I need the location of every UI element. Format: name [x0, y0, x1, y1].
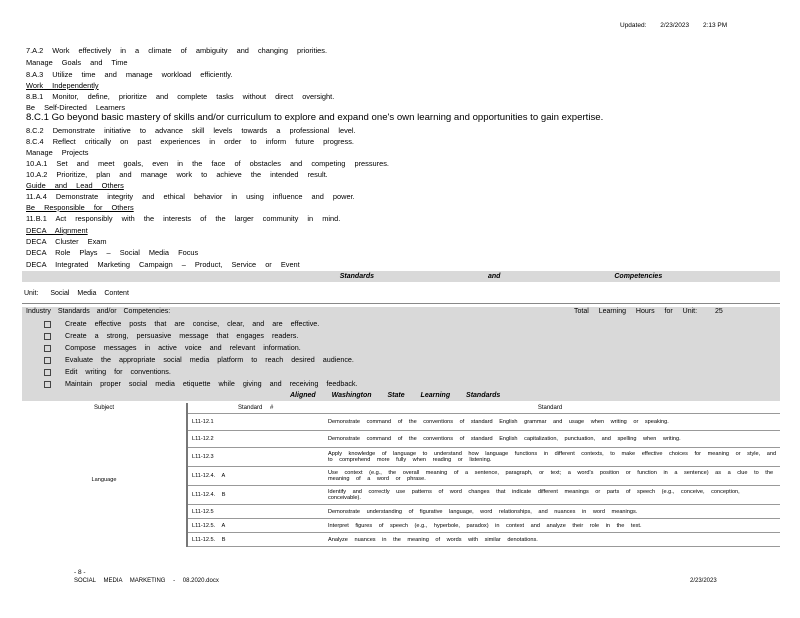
table-header-row [22, 403, 780, 414]
standard-code: L11-12.2 [187, 431, 320, 448]
skill-heading: Guide and Lead Others [26, 181, 124, 190]
skill-heading: Be Self-Directed Learners [26, 103, 126, 112]
band-word: Competencies [614, 273, 663, 280]
updated-date: 2/23/2023 [660, 22, 690, 29]
standard-code: L11-12.3 [187, 448, 320, 467]
skill-heading: DECA Alignment [26, 226, 88, 235]
skill-heading: Work Independently [26, 81, 99, 90]
band-word: Standards [339, 273, 374, 280]
skill-heading: Manage Projects [26, 148, 89, 157]
updated-time: 2:13 PM [702, 22, 728, 29]
skill-heading: Be Responsible for Others [26, 203, 134, 212]
standard-code: L11-12.5. B [187, 533, 320, 547]
total-hours-value: 25 [715, 308, 723, 315]
skill-line: 8.A.3 Utilize time and manage workload efficiently. [26, 70, 233, 79]
standards-table [22, 403, 780, 547]
standard-num-header: Standard # [238, 405, 274, 411]
competency-item [44, 343, 301, 352]
competency-text: Evaluate the appropriate social media platform to reach desired audience. [65, 355, 354, 364]
divider [22, 303, 780, 304]
aligned-standards-heading: Aligned Washington State Learning Standards [290, 392, 501, 399]
skill-line: 8.C.2 Demonstrate initiative to advance skill levels towards a professional level. [26, 126, 356, 135]
standard-header: Standard [537, 405, 563, 411]
updated-label: Updated: [620, 22, 647, 29]
square-bullet-icon [44, 357, 51, 364]
skill-line: 8.C.1 Go beyond basic mastery of skills and/or curriculum to explore and expand one's own learning and opportunities to gain expertise. [26, 112, 604, 123]
competency-item [44, 379, 358, 388]
standard-desc: Analyze nuances in the meaning of words with similar denotations. [320, 533, 780, 547]
standard-code: L11-12.5. A [187, 519, 320, 533]
skill-line: 11.A.4 Demonstrate integrity and ethical behavior in using influence and power. [26, 192, 355, 201]
standard-desc: Apply knowledge of language to understand how language functions in different contexts, to make effective choices for meaning or style, and to comprehend more fully when reading or listening. [320, 448, 780, 467]
skill-line: 10.A.1 Set and meet goals, even in the face of obstacles and competing pressures. [26, 159, 389, 168]
updated-stamp [620, 22, 739, 29]
footer-filename: SOCIAL MEDIA MARKETING - 08.2020.docx [74, 578, 219, 584]
standard-desc: Use context (e.g., the overall meaning of a sentence, paragraph, or text; a word's position or function in a sentence) as a clue to the meaning of a word or phrase. [320, 467, 780, 486]
square-bullet-icon [44, 321, 51, 328]
skill-line: 8.B.1 Monitor, define, prioritize and complete tasks without direct oversight. [26, 92, 335, 101]
competency-text: Create a strong, persuasive message that engages readers. [65, 331, 299, 340]
table-row [22, 414, 780, 431]
page-number: - 8 - [74, 569, 86, 576]
standard-code: L11-12.4. B [187, 486, 320, 505]
competency-item [44, 367, 171, 376]
competency-item [44, 355, 354, 364]
square-bullet-icon [44, 369, 51, 376]
skill-line: 10.A.2 Prioritize, plan and manage work to achieve the intended result. [26, 170, 328, 179]
competency-text: Create effective posts that are concise, clear, and are effective. [65, 319, 320, 328]
square-bullet-icon [44, 381, 51, 388]
standard-code: L11-12.5 [187, 505, 320, 519]
subject-header: Subject [22, 403, 187, 414]
skill-line: DECA Integrated Marketing Campaign – Product, Service or Event [26, 260, 300, 269]
standards-band [22, 271, 780, 282]
competency-text: Maintain proper social media etiquette while giving and receiving feedback. [65, 379, 358, 388]
unit-line [24, 290, 129, 297]
skill-line: 7.A.2 Work effectively in a climate of ambiguity and changing priorities. [26, 46, 328, 55]
footer-date: 2/23/2023 [690, 578, 717, 584]
skill-line: DECA Cluster Exam [26, 237, 107, 246]
standard-desc: Interpret figures of speech (e.g., hyperbole, paradox) in context and analyze their role in the text. [320, 519, 780, 533]
total-hours-label: Total Learning Hours for Unit: [574, 308, 698, 315]
competency-item [44, 331, 298, 340]
skill-line: DECA Role Plays – Social Media Focus [26, 248, 199, 257]
skill-line: 8.C.4 Reflect critically on past experiences in order to inform future progress. [26, 137, 354, 146]
band-word: and [487, 273, 501, 280]
unit-name: Social Media Content [50, 290, 129, 297]
unit-label: Unit: [24, 290, 39, 297]
skill-line: Manage Goals and Time [26, 58, 128, 67]
standard-desc: Demonstrate understanding of figurative language, word relationships, and nuances in word meanings. [320, 505, 780, 519]
standard-desc: Identify and correctly use patterns of word changes that indicate different meanings or parts of speech (e.g., conceive, conception, conceivable). [320, 486, 780, 505]
standard-code: L11-12.1 [187, 414, 320, 431]
competency-item [44, 319, 319, 328]
standard-desc: Demonstrate command of the conventions of standard English capitalization, punctuation, and spelling when writing. [320, 431, 780, 448]
total-hours [574, 308, 723, 315]
square-bullet-icon [44, 333, 51, 340]
skill-line: 11.B.1 Act responsibly with the interests of the larger community in mind. [26, 214, 341, 223]
subject-cell: Language [22, 414, 187, 547]
industry-label: Industry Standards and/or Competencies: [26, 308, 171, 315]
competency-text: Edit writing for conventions. [65, 367, 171, 376]
competency-text: Compose messages in active voice and relevant information. [65, 343, 301, 352]
standard-code: L11-12.4. A [187, 467, 320, 486]
standard-desc: Demonstrate command of the conventions of standard English grammar and usage when writing or speaking. [320, 414, 780, 431]
square-bullet-icon [44, 345, 51, 352]
